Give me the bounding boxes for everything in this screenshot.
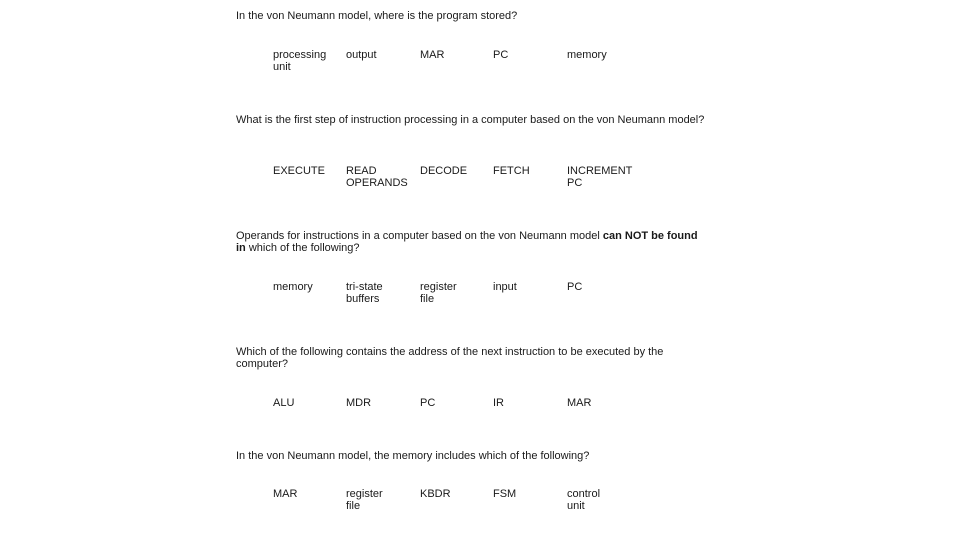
option[interactable]: register file [420,281,457,305]
option[interactable]: MAR [273,488,298,500]
option[interactable]: ALU [273,397,295,409]
question-3-text-after: which of the following? [245,242,360,254]
option[interactable]: tri-state buffers [346,281,383,305]
option[interactable]: READ OPERANDS [346,165,408,189]
option[interactable]: processing unit [273,49,327,73]
question-3-text-bold-1: can NOT be found [602,230,698,242]
question-3 [236,230,716,305]
option[interactable]: PC [567,281,583,293]
option[interactable]: PC [420,397,436,409]
question-5 [236,450,716,512]
option[interactable]: PC [493,49,509,61]
question-4-text: Which of the following contains the address of the next instruction to be executed by the computer? [236,346,664,370]
question-1-text: In the von Neumann model, where is the program stored? [236,10,518,22]
option[interactable]: MAR [420,49,445,61]
option[interactable]: DECODE [420,165,468,177]
option[interactable]: FSM [493,488,517,500]
question-5-text: In the von Neumann model, the memory includes which of the following? [236,450,590,462]
option[interactable]: memory [567,49,607,61]
option[interactable]: input [493,281,517,293]
option[interactable]: KBDR [420,488,451,500]
option[interactable]: INCREMENT PC [567,165,633,189]
option[interactable]: register file [346,488,383,512]
option[interactable]: FETCH [493,165,530,177]
option[interactable]: control unit [567,488,601,512]
option[interactable]: IR [493,397,504,409]
question-3-text-bold-2: in [236,242,246,254]
question-1 [236,10,716,73]
option[interactable]: memory [273,281,313,293]
option[interactable]: MAR [567,397,592,409]
question-3-text-before: Operands for instructions in a computer based on the von Neumann model [236,230,603,242]
option[interactable]: output [346,49,377,61]
question-4 [236,346,716,409]
question-2 [236,114,716,189]
question-3-text [236,230,716,254]
question-2-text: What is the first step of instruction processing in a computer based on the von Neumann model? [236,114,705,126]
option[interactable]: EXECUTE [273,165,325,177]
option[interactable]: MDR [346,397,372,409]
